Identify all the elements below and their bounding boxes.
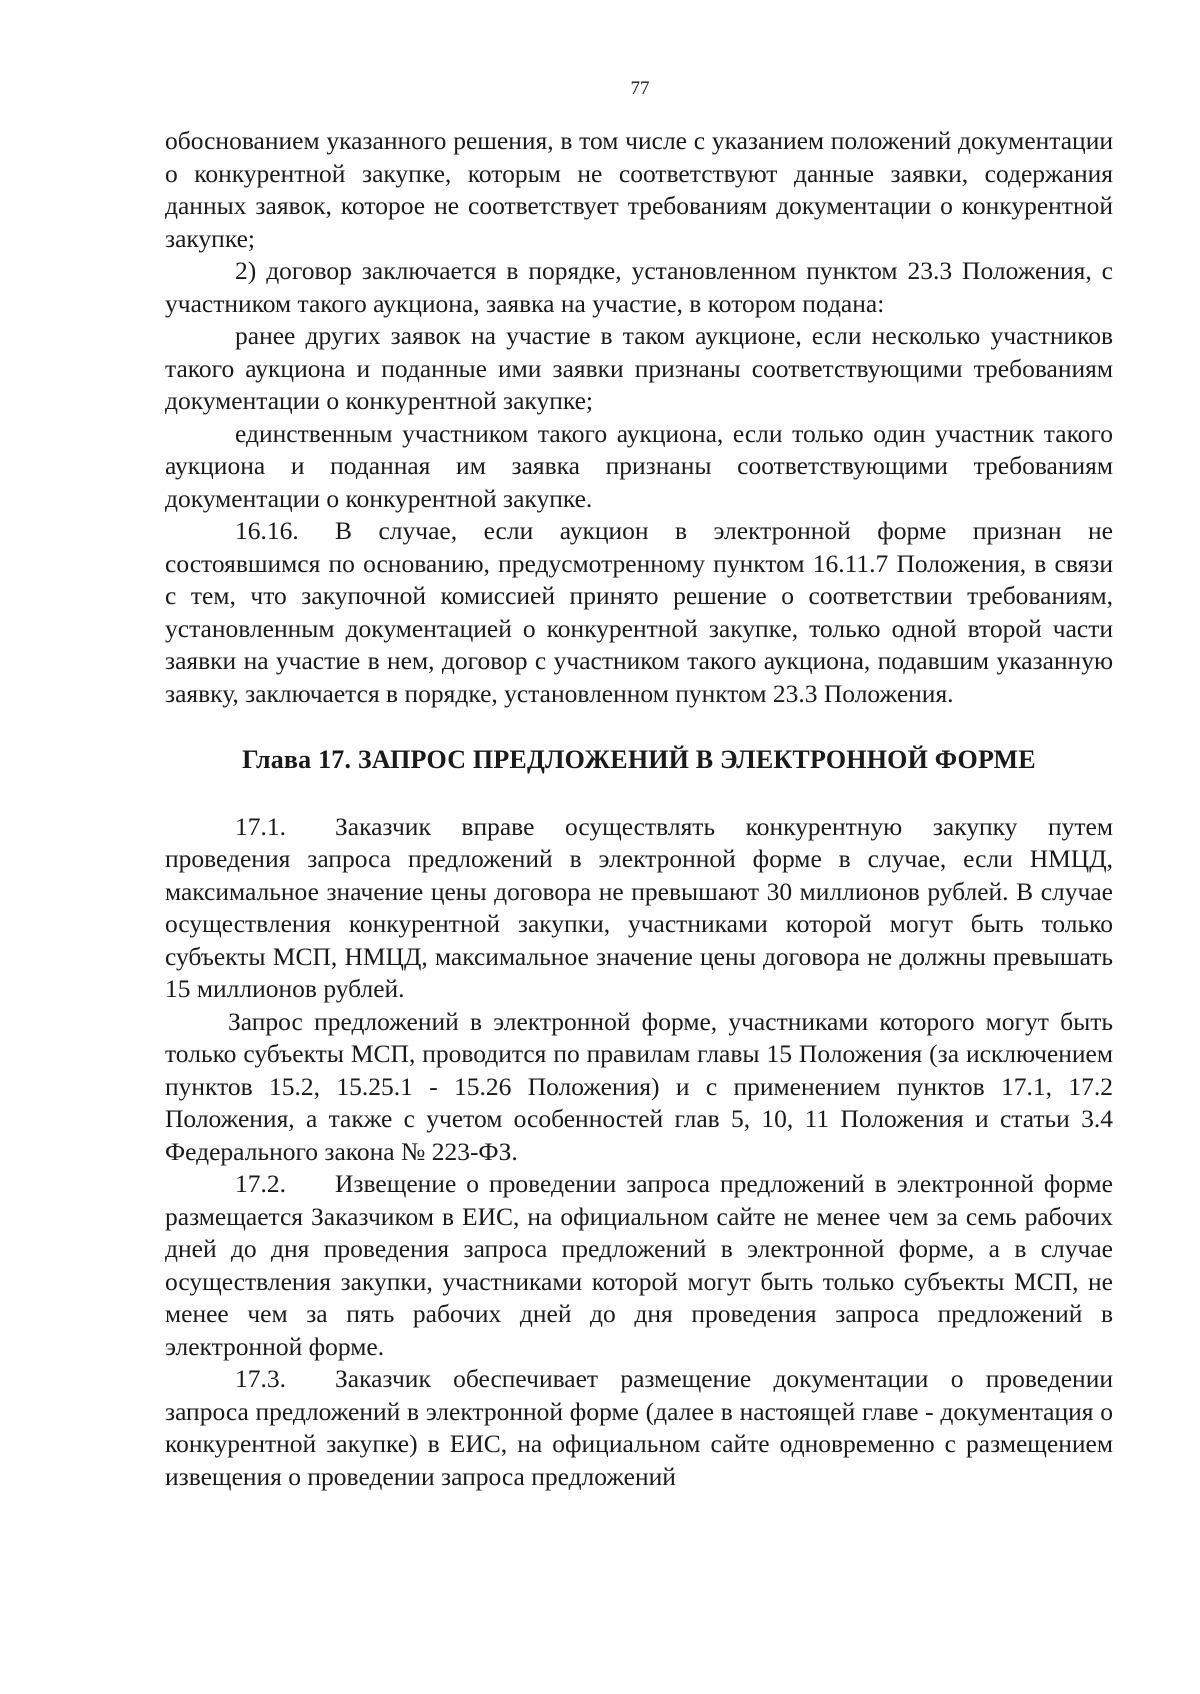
section-text: Заказчик обеспечивает размещение документации о проведении запроса предложений в электронной форме (далее в настоящей главе - документация о конкурентной закупке) в ЕИС, на официальном сайте одновременно с размещением извещения о проведении запроса предложений — [165, 1364, 1113, 1491]
section-number: 17.3. — [235, 1364, 286, 1393]
paragraph-msp: Запрос предложений в электронной форме, участниками которого могут быть только субъекты МСП, проводится по правилам главы 15 Положения (за исключением пунктов 15.2, 15.25.1 - 15.26 Положения) и с применением пунктов 17.1, 17.2 Положения, а также с учетом особенностей глав 5, 10, 11 Положения и статьи 3.4 Федерального закона № 223-ФЗ. — [165, 1006, 1113, 1166]
section-number: 17.1. — [235, 811, 286, 841]
section-17-1 — [165, 811, 1113, 1006]
section-17-2 — [165, 1168, 1113, 1363]
document-body — [165, 125, 1113, 1493]
page-number: 77 — [630, 78, 650, 99]
section-text: В случае, если аукцион в электронной форме признан не состоявшимся по основанию, предусмотренному пунктом 16.11.7 Положения, в связи с тем, что закупочной комиссией принято решение о соответствии требованиям, установленным документацией о конкурентной закупке, только одной второй части заявки на участие в нем, договор с участником такого аукциона, подавшим указанную заявку, заключается в порядке, установленном пунктом 23.3 Положения. — [165, 516, 1113, 708]
paragraph-earlier-applications: ранее других заявок на участие в таком аукционе, если несколько участников такого аукциона и поданные ими заявки признаны соответствующими требованиям документации о конкурентной закупке; — [165, 321, 1113, 415]
section-text: Извещение о проведении запроса предложений в электронной форме размещается Заказчиком в ЕИС, на официальном сайте не менее чем за семь рабочих дней до дня проведения запроса предложений в электронной форме, а в случае осуществления закупки, участниками которой могут быть только субъекты МСП, не менее чем за пять рабочих дней до дня проведения запроса предложений в электронной форме. — [165, 1169, 1113, 1361]
section-text: Заказчик вправе осуществлять конкурентную закупку путем проведения запроса предложений в электронной форме в случае, если НМЦД, максимальное значение цены договора не превышают 30 миллионов рублей. В случае осуществления конкурентной закупки, участниками которой могут быть только субъекты МСП, НМЦД, максимальное значение цены договора не должны превышать 15 миллионов рублей. — [165, 811, 1113, 1003]
section-17-3 — [165, 1363, 1113, 1493]
paragraph-single-participant: единственным участником такого аукциона, если только один участник такого аукциона и поданная им заявка признаны соответствующими требованиям документации о конкурентной закупке. — [165, 418, 1113, 513]
paragraph-item-2: 2) договор заключается в порядке, установленном пунктом 23.3 Положения, с участником такого аукциона, заявка на участие, в котором подана: — [165, 256, 1113, 318]
paragraph-continuation: обоснованием указанного решения, в том числе с указанием положений документации о конкурентной закупке, которым не соответствуют данные заявки, содержания данных заявок, которое не соответствует требованиям документации о конкурентной закупке; — [165, 126, 1113, 253]
section-number: 17.2. — [235, 1169, 286, 1198]
section-16-16 — [165, 515, 1113, 710]
section-number: 16.16. — [235, 516, 299, 545]
chapter-title: Глава 17. ЗАПРОС ПРЕДЛОЖЕНИЙ В ЭЛЕКТРОННОЙ ФОРМЕ — [242, 745, 1036, 774]
